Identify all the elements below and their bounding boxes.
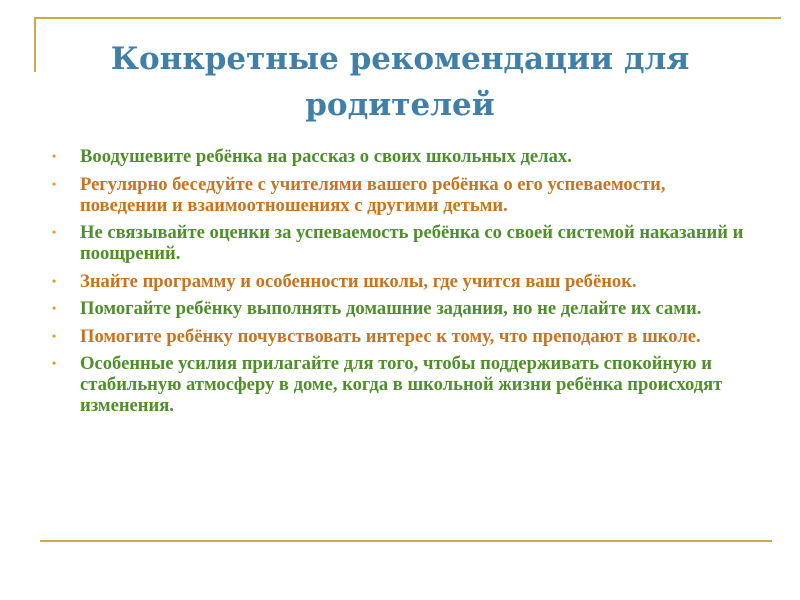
bullet-icon: • [52,356,57,370]
bullet-icon: • [52,225,57,239]
list-item-text: Регулярно беседуйте с учителями вашего ребёнка о его успеваемости, поведении и взаимоотношениях с другими детьми. [80,173,666,216]
list-item-text: Не связывайте оценки за успеваемость ребёнка со своей системой наказаний и поощрений. [80,222,744,264]
list-item-text: Воодушевите ребёнка на рассказ о своих школьных делах. [80,146,572,167]
bullet-icon: • [52,149,57,163]
bullet-icon: • [52,301,57,315]
left-accent-line [34,17,36,72]
list-item [52,271,757,292]
list-item [52,146,757,167]
bullet-icon: • [52,273,57,288]
bullet-icon: • [52,176,57,191]
list-item-text: Помогайте ребёнку выполнять домашние задания, но не делайте их сами. [80,298,702,319]
list-item [52,174,757,216]
list-item [52,353,757,416]
list-item [52,326,757,347]
bottom-accent-line [40,540,772,542]
slide-title: Конкретные рекомендации для родителей [110,41,690,123]
list-item [52,298,757,319]
list-item [52,222,757,264]
list-item-text: Помогите ребёнку почувствовать интерес к тому, что преподают в школе. [80,325,701,347]
list-item-text: Знайте программу и особенности школы, где учится ваш ребёнок. [80,270,637,292]
bullet-icon: • [52,328,57,343]
list-item-text: Особенные усилия прилагайте для того, чтобы поддерживать спокойную и стабильную атмосферу в доме, когда в школьной жизни ребёнка происходят изменения. [80,353,723,416]
recommendation-list [52,146,757,423]
top-accent-line [34,17,781,19]
